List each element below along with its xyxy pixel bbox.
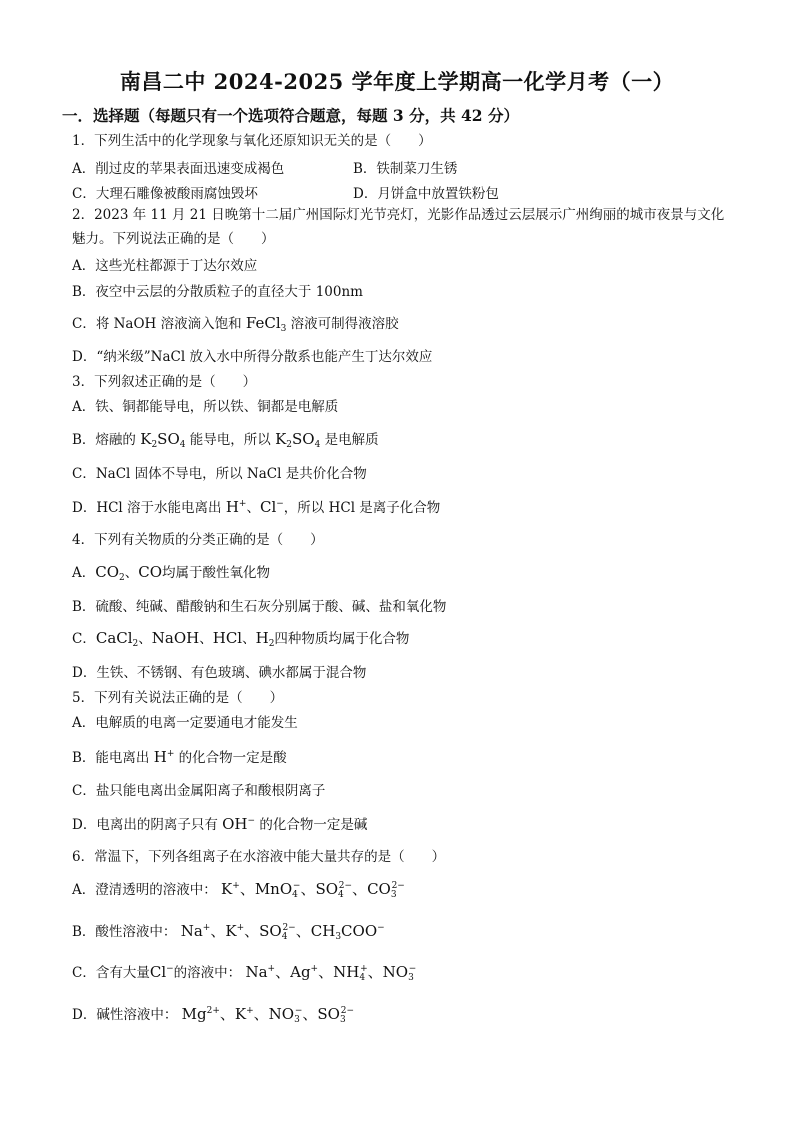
ion-list-d: $Mg^{2+}$、K+、$NO_3^-$、$SO_3^{2-}$: [181, 1005, 354, 1025]
q6-option-b: B．酸性溶液中： Na+、K+、$SO_4^{2-}$、$CH_3COO^-$: [72, 922, 385, 942]
q1-option-b: B．铁制菜刀生锈: [353, 161, 458, 177]
section-heading: 一．选择题（每题只有一个选项符合题意，每题 3 分，共 42 分）: [62, 106, 519, 125]
hcl-formula: HCl: [212, 629, 243, 647]
q3-option-b: B．熔融的 $K_2SO_4$ 能导电，所以 $K_2SO_4$ 是电解质: [72, 430, 379, 450]
q4-option-d: D．生铁、不锈钢、有色玻璃、碘水都属于混合物: [72, 665, 367, 681]
ion-list-a: K+、MnO$_4$−、$SO_4^{2-}$、$CO_3^{2-}$: [221, 880, 405, 900]
q4-option-a: A．$CO_2$、CO均属于酸性氧化物: [72, 563, 271, 583]
q2-option-d: D．“纳米级”NaCl 放入水中所得分散系也能产生丁达尔效应: [72, 349, 433, 365]
q2-option-c: [72, 314, 399, 333]
cl-ion-q6: Cl−: [149, 963, 174, 981]
q4-option-b: B．硫酸、纯碱、醋酸钠和生石灰分别属于酸、碱、盐和氧化物: [72, 599, 447, 615]
q5-stem: 5．下列有关说法正确的是（ ）: [72, 690, 284, 706]
q1-options-row2: [72, 182, 499, 202]
q6-stem: 6．常温下，下列各组离子在水溶液中能大量共存的是（ ）: [72, 849, 446, 865]
q1-option-d: D．月饼盒中放置铁粉包: [353, 186, 499, 202]
q2-option-b: B．夜空中云层的分散质粒子的直径大于 100nm: [72, 284, 363, 300]
fecl3-formula: FeCl$_3$: [245, 314, 287, 334]
cl-ion: Cl−: [259, 498, 284, 516]
q5-option-d: D．电离出的阴离子只有 OH− 的化合物一定是碱: [72, 815, 368, 833]
q2-option-c-text: C．将 NaOH 溶液滴入饱和: [72, 316, 246, 332]
q2-stem: 2．2023 年 11 月 21 日晚第十二届广州国际灯光节亮灯，光影作品透过云层展示广州绚丽的城市夜景与文化魅力。下列说法正确的是（ ）: [72, 207, 725, 247]
ion-list-b: Na+、K+、$SO_4^{2-}$、$CH_3COO^-$: [180, 922, 385, 942]
q1-options-row1: [72, 157, 458, 177]
q5-option-b: B．能电离出 H+ 的化合物一定是酸: [72, 748, 287, 766]
q1-option-c: C．大理石雕像被酸雨腐蚀毁坏: [72, 186, 258, 202]
q5-option-a: A．电解质的电离一定要通电才能发生: [72, 715, 298, 731]
q3-option-d: D．HCl 溶于水能电离出 H+、Cl−，所以 HCl 是离子化合物: [72, 498, 441, 516]
q1-option-a: A．削过皮的苹果表面迅速变成褐色: [72, 161, 285, 177]
k2so4-formula: $K_2SO_4$: [140, 430, 186, 450]
q6-option-c: C．含有大量Cl−的溶液中： Na+、Ag+、$NH_4^+$、$NO_3^-$: [72, 963, 417, 983]
q3-stem: 3．下列叙述正确的是（ ）: [72, 374, 257, 390]
q5-option-c: C．盐只能电离出金属阳离子和酸根阴离子: [72, 783, 326, 799]
cacl2-formula: CaCl$_2$: [95, 629, 139, 649]
q3-option-a: A．铁、铜都能导电，所以铁、铜都是电解质: [72, 399, 339, 415]
q1-stem: 1．下列生活中的化学现象与氧化还原知识无关的是（ ）: [72, 133, 432, 149]
h-ion: H+: [225, 498, 247, 516]
naoh-formula: NaOH: [151, 629, 200, 647]
oh-ion: OH−: [222, 815, 256, 833]
co2-formula: $CO_2$: [95, 563, 125, 583]
co-formula: CO: [138, 563, 163, 581]
q4-option-c: C．CaCl$_2$、NaOH、HCl、$H_2$四种物质均属于化合物: [72, 629, 410, 649]
q6-option-d: D．碱性溶液中： $Mg^{2+}$、K+、$NO_3^-$、$SO_3^{2-}$: [72, 1005, 354, 1025]
exam-title: 南昌二中 2024-2025 学年度上学期高一化学月考（一）: [119, 69, 675, 94]
q4-stem: 4．下列有关物质的分类正确的是（ ）: [72, 532, 324, 548]
h2-formula: $H_2$: [255, 629, 275, 649]
q3-option-c: C．NaCl 固体不导电，所以 NaCl 是共价化合物: [72, 466, 367, 482]
k2so4-formula-2: $K_2SO_4$: [275, 430, 321, 450]
ion-list-c: Na+、Ag+、$NH_4^+$、$NO_3^-$: [245, 963, 417, 983]
q2-option-a: A．这些光柱都源于丁达尔效应: [72, 258, 258, 274]
q6-option-a: A．澄清透明的溶液中： K+、MnO$_4$−、$SO_4^{2-}$、$CO_3^{2-}$: [72, 880, 405, 900]
h-ion-q5: H+: [153, 748, 175, 766]
q2-option-c-tail: 溶液可制得液溶胶: [286, 316, 399, 332]
